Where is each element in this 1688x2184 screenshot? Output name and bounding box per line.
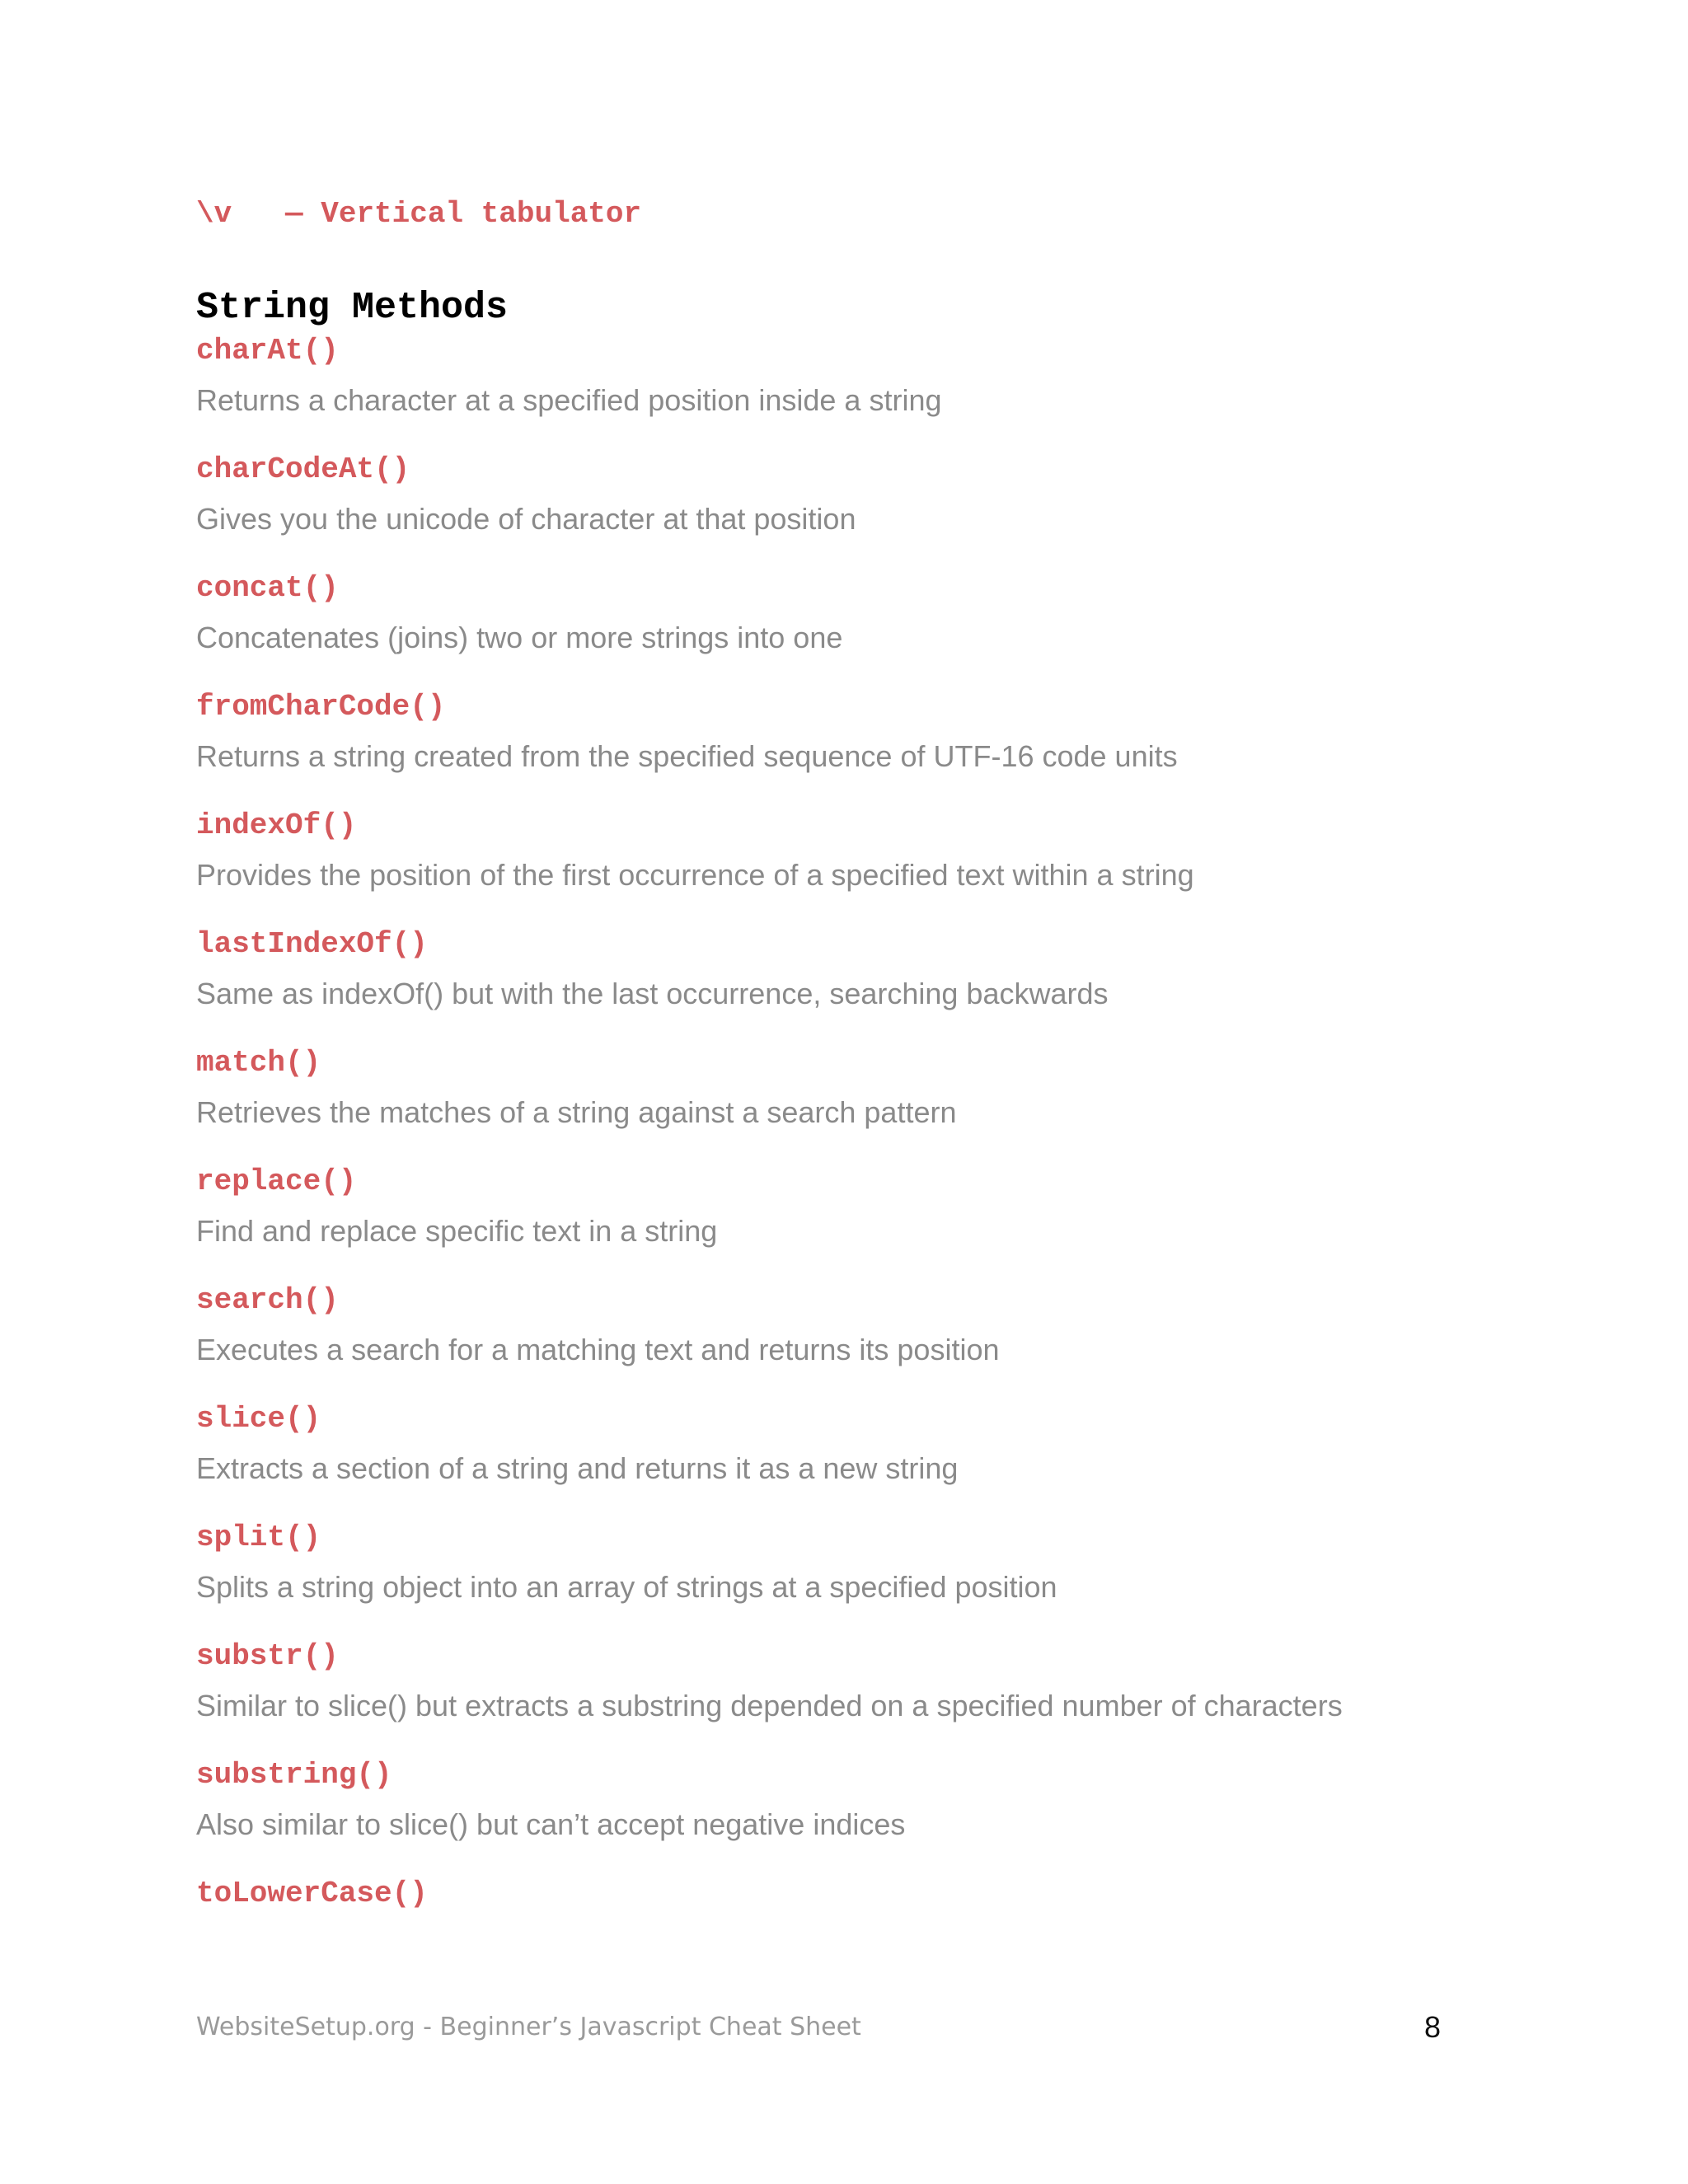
method-item [196,805,1498,924]
method-item [196,449,1498,568]
method-name: substr() [196,1639,339,1673]
escape-sequence-line [196,194,1498,235]
escape-separator: — [285,197,303,231]
method-description: Same as indexOf() but with the last occurrence, searching backwards [196,977,1109,1010]
method-description: Retrieves the matches of a string against a search pattern [196,1095,957,1129]
method-description: Similar to slice() but extracts a substring depended on a specified number of characters [196,1689,1343,1722]
method-item [196,1043,1498,1161]
method-list [196,330,1498,1992]
method-item [196,568,1498,687]
footer-text: WebsiteSetup.org - Beginner’s Javascript Cheat Sheet [196,2013,861,2041]
method-item [196,924,1498,1043]
method-description: Find and replace specific text in a string [196,1214,718,1248]
method-item [196,1280,1498,1399]
page-footer [196,2007,1441,2048]
method-item [196,1873,1498,1992]
method-description: Gives you the unicode of character at that position [196,502,856,536]
method-name: charCodeAt() [196,452,410,486]
method-item [196,1636,1498,1755]
method-description: Returns a string created from the specified sequence of UTF-16 code units [196,739,1178,773]
section-title: String Methods [196,287,509,329]
page-number: 8 [1423,2010,1441,2044]
method-name: search() [196,1283,339,1317]
method-name: charAt() [196,334,339,368]
method-description: Provides the position of the first occurrence of a specified text within a string [196,858,1194,892]
method-description: Concatenates (joins) two or more strings into one [196,621,843,654]
method-name: indexOf() [196,808,357,842]
escape-label: Vertical tabulator [321,197,642,231]
method-item [196,1517,1498,1636]
method-description: Also similar to slice() but can’t accept negative indices [196,1807,906,1841]
method-description: Returns a character at a specified position inside a string [196,383,942,417]
method-name: fromCharCode() [196,690,446,724]
method-name: lastIndexOf() [196,927,428,961]
method-description: Extracts a section of a string and returns it as a new string [196,1451,959,1485]
method-item [196,1161,1498,1280]
method-name: replace() [196,1165,357,1198]
method-description: Splits a string object into an array of strings at a specified position [196,1570,1057,1604]
method-description: Executes a search for a matching text and returns its position [196,1333,1000,1366]
method-item [196,687,1498,805]
method-item [196,1755,1498,1873]
method-item [196,1399,1498,1517]
escape-code: \v [196,197,232,231]
method-name: match() [196,1046,321,1080]
method-name: slice() [196,1402,321,1436]
method-name: toLowerCase() [196,1877,428,1910]
page-content [196,194,1498,1992]
method-name: substring() [196,1758,392,1792]
method-name: split() [196,1521,321,1554]
method-name: concat() [196,571,339,605]
method-item [196,330,1498,449]
